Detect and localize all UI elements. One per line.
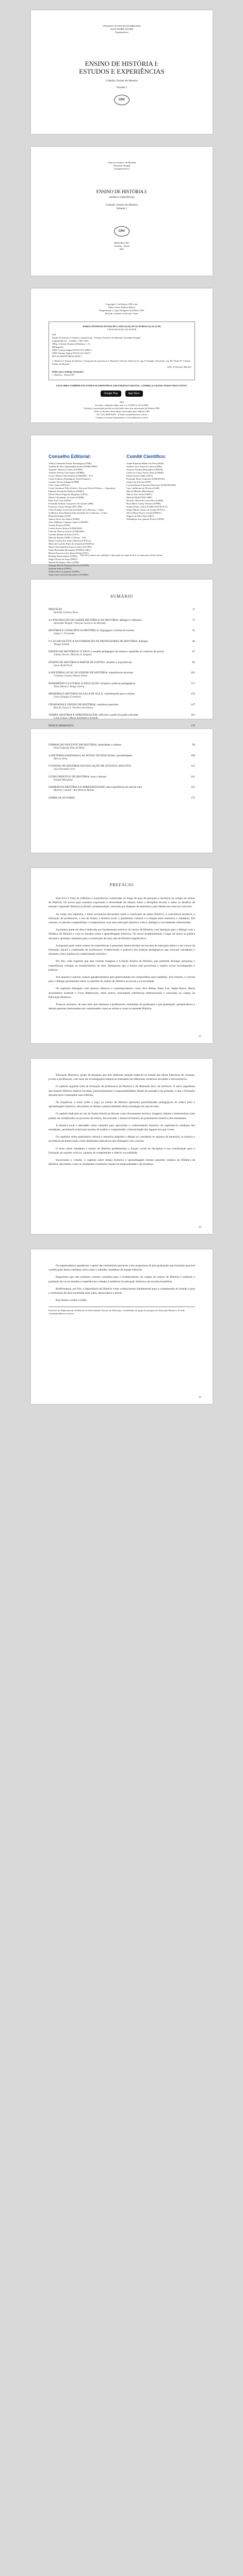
volume-label: Volume 1 [116,86,127,89]
page-title [31,147,213,276]
board-member: Solange Helena Ximenes-Rocha (UFOPA) [48,564,89,567]
paragraph: Trata-se, portanto, de uma obra que interessa a professores, estudantes de graduação e pós-graduação, pesquisadores e demais pessoas interessadas em compreender como se ensina e como se aprende História. [48,1003,195,1011]
page-copyright [31,289,213,422]
toc-entry-page: 11 [192,608,195,611]
app-store-row [48,391,195,397]
collection-name: Coleção: Ensino de História [106,79,138,82]
cip-line: Ensino de história I: estudos e experiências / Vênicius Juvêncio de Miranda, Alexandre Knapik [52,336,141,339]
preface-text [48,1073,195,1166]
board-member: Luciana Rosar Fornazari Klanovicz (UNICENTRO) [126,484,176,486]
rights-block [48,401,195,419]
page-preface [31,868,213,1043]
board-member: Antônio Jose Teixeira Guerra (UFRJ) [126,465,162,468]
board-member: Michael Hall (UNICAMP) [126,496,152,499]
cip-box [48,321,195,380]
toc-entry-page: 99 [192,743,195,747]
board-member: Maria Lília Imbiriba Sousa Colares (UFOPA) [48,546,92,548]
board-member: Rosa Maria Godoy Silveira (UFPB) [126,502,161,505]
paragraph: Educação Histórica, grupo de pesquisa que tem dedicado atenção especial ao estudo das ideias históricas de crianças, jovens e professores, com base em investigações empíricas realizadas em diferentes contextos escolares e universitários. [48,1074,195,1081]
board-member: Fernando Pinto Cerqueira (UNIOESTE) [126,478,165,480]
board-member: Sérgio Murilo Santos de Araújo (UFCG) [126,509,165,511]
board-member: Sydione Santos (UEPG) [48,567,72,570]
toc-entry[interactable] [48,640,195,643]
board-member: Aldira Guimarães Duarte Domínguez (UNB) [48,462,91,465]
toc-list [48,608,195,735]
toc-entry-title: SOBRE OS AUTORES [48,796,75,800]
board-columns [48,454,195,577]
paragraph: Esperamos que este primeiro volume contribua para o fortalecimento do campo do ensino de História e estimule a produção de novos estudos e experiências voltados à melhoria da educação histórica nas escolas brasileiras. [48,1276,195,1283]
editor-line: Editor-chefe: Railson Moura [108,306,135,309]
board-member: Fernando Antônio Gonçalves Alcoforado (IPB) [48,502,94,505]
cip-line: ISBN Volume Digital 978-65-251-2010-7 [52,352,91,354]
toc-entry-title: CIDADANIA E ENSINO DE HISTÓRIA: caminhos possíveis [48,703,119,706]
board-member: Luiz Guilherme de Oliveira (UnB) [126,487,159,489]
index-line: 1. História – Ensino 907 [52,374,75,376]
title-block [48,189,195,211]
design-line: Diagramação e Capa: Designers da Editora CRV [99,309,144,312]
board-member: Marcel Mendes (Mackenzie) [126,490,154,493]
board-member: Simone Rodrigues Pinto (UNB) [48,561,79,564]
board-member: Celso Conti (UFSCar) [48,484,70,486]
page-summary-continued [31,729,213,853]
publisher-name: EDITORA CRV [114,242,129,244]
paragraph: Este livro é fruto de reflexões e experiências construídas ao longo de anos de pesquisa e docência no campo do ensino de História. Os textos aqui reunidos expressam a diversidade de olhares sobre a disciplina escolar e sobre os desafios de ensinar e aprender História no Brasil contemporâneo, marcado por disputas de memória e pelo debate em torno do currículo. [48,897,195,909]
book-subtitle: estudos e experiências [109,196,135,199]
copyright-line: Copyright © da Editora CRV Ltda. [105,303,138,306]
board-member: Jailson Alves dos Santos (UFRJ) [48,518,80,520]
toc-entry-author: Ronaldo Cardoso Alves [54,612,78,614]
toc-entry[interactable] [48,650,195,654]
toc-entry-title: ENSINO DE HISTÓRIA A PARTIR DE FONTES: desafios e experiências [48,660,132,664]
toc-entry-title: PATRIMÔNIO CULTURAL E EDUCAÇÃO: relações e práticas pedagógicas [48,682,136,685]
toc-entry[interactable] [48,743,195,747]
toc-entry-page: 121 [190,765,195,768]
toc-entry-page: 147 [190,703,195,706]
toc-entry-title: NARRATIVA HISTÓRICA E APRENDIZAGEM: uma experiência em sala de aula [48,786,142,789]
toc-entry[interactable] [48,608,195,612]
board-member: Marcelo Paixão (UFRJ e UTexas – US) [48,536,86,539]
cip-subtitle: CATALOGAÇÃO NA FONTE [107,328,137,331]
toc-entry[interactable] [48,724,195,728]
board-member: Renato Francisco dos Santos Paula (UFG) [48,552,89,554]
toc-entry-author: Cristiano Gustavo Biazzo Simon [54,675,88,677]
book-title-line: ENSINO DE HISTÓRIA I: [85,60,159,67]
toc-entry[interactable] [48,692,195,696]
contact-line: Tel.: (41) 3039-6418 – E-mail: sac@editoracrv.com.br [96,413,147,416]
toc-entry-page: 109 [190,754,195,757]
board-member: Jorge Luís Ferreira (UFF) [126,481,151,483]
toc-entry-author: Marcos Silva [54,757,68,760]
toc-entry-page: 83 [192,660,195,664]
digital-notice: ESTA OBRA TAMBÉM ENCONTRA-SE DISPONÍVEL EM FORMATO DIGITAL. CONHEÇA E BAIXE NOSSO APLICATIVO! [56,384,187,387]
cip-classification: CDU 37.016:94 CDD 907 [167,366,191,368]
board-member: Carlos Federico Dominguez Avila (Unieuro) [48,478,91,480]
board-member: Guillermo Arias Beatón (Universidade de La Havana – Cuba) [48,512,107,514]
toc-entry[interactable] [48,629,195,633]
author-role: (Organizadores) [114,167,129,170]
board-member: Cesar Gerónimo Tello (Univer .Nacional Três de Febrero – Argentina) [48,487,116,489]
paragraph: Os capítulos sobre patrimônio cultural e memória ampliam o debate ao considerar os espaços de memória, os museus e as práticas de preservação como dimensões educativas que dialogam com a escola. [48,1136,195,1143]
toc-entry-author: Carla Gomes / Maria Auxiliadora Schmidt [54,717,98,720]
toc-entry[interactable] [48,619,195,622]
board-member: Carlos Alberto Vilar Estêvão (UMINHO – PT) [48,474,93,477]
toc-entry-author: Paulo Eduardo Dias de Mello [54,747,85,750]
toc-entry[interactable] [48,682,195,686]
board-member: Francisco Carlos Duarte (PUC-PR) [48,505,82,508]
authors-block [48,161,195,171]
board-member: Carmen Tereza Velanga (UNIR) [48,481,79,483]
paragraph: Os capítulos dialogam com autores clássicos e contemporâneos, como Jörn Rüsen, Peter Lee, Isabel Barca, Maria Auxiliadora Schmidt e Circe Bittencourt, entre outros, articulando referências internacionais e nacionais no campo da Educação Histórica. [48,987,195,999]
cip-line: E59 [52,333,56,336]
toc-entry-author: Geyso Dongley Germinari [54,696,82,699]
book-title: ENSINO DE HISTÓRIA I: [96,189,148,194]
cip-line: 188 p. (Coleção Ensino de História, v. 1) [52,343,90,345]
toc-entry-page: 155 [190,786,195,789]
page-number: 13 [199,1396,201,1399]
toc-entry-page: 17 [192,618,195,622]
book-title-line: ESTUDOS E EXPERIÊNCIAS [79,67,165,75]
board-member: Lourdes Helena da Silva (UFV) [48,533,79,536]
toc-entry-title: ÍNDICE REMISSIVO [48,724,74,727]
app-store-badge[interactable]: App Store [125,391,143,397]
board-member: Tadeu Oliver Gonçalves (UFPA) [48,570,80,573]
doi-line: DOI 10.24824/978652512010.7 [52,355,82,358]
toc-entry-title: LIVRO DIDÁTICO DE HISTÓRIA: usos e leituras [48,775,107,778]
board-member: Gloria Fariñas León (Universidade de La Havana – Cuba) [48,509,104,511]
preface-text [48,1264,195,1302]
board-member: Lídia de Oliveira Xavier (UNIEURO) [48,530,85,533]
board-member: Sérgio Nunes de Jesus (IFRO) [48,558,77,561]
board-member: Elizeu Clementino de Souza (UNEB) [48,496,84,499]
board-member: Carlos de Castro Neves Neto (UNESP) [126,471,164,474]
page-preface-3 [31,1249,213,1404]
board-member: Rodrigo Pratte-Santos (UFES) [48,555,78,557]
author-name: Vênicius Juvêncio de Miranda [107,161,136,164]
toc-entry[interactable] [48,714,195,717]
paragraph: A primeira parte da obra é dedicada aos fundamentos teóricos do ensino de História, com destaque para o diálogo com a Didática da História e com os estudos sobre a aprendizagem histórica. Os textos problematizam o lugar da teoria na prática docente e apontam caminhos para a construção de uma aula de História significativa. [48,928,195,940]
toc-entry-page: 101 [190,671,195,674]
board-member: Andréia da Silva Quintanilha Sousa (UNIR/UFRN) [48,465,98,468]
preface-text [48,896,195,1011]
toc-entry[interactable] [48,671,195,675]
toc-entry-title: MEMÓRIA E HISTÓRIA NA SALA DE AULA: contribuições para o ensino [48,692,135,696]
site-line: Conheça os nossos lançamentos: www.editoracrv.com.br [95,416,149,419]
page-half-title [31,10,213,134]
toc-entry-page: 49 [192,639,195,643]
toc-entry[interactable] [48,796,195,800]
credits-block [48,303,195,315]
toc-entry[interactable] [48,754,195,758]
toc-entry[interactable] [48,661,195,665]
toc-entry-title: O ENSINO DE HISTÓRIA NA EDUCAÇÃO DE JOVENS E ADULTOS [48,765,132,768]
toc-entry-title: O LUGAR DA ÉTICA NA FORMAÇÃO DE PROFESSORES DE HISTÓRIA: diálogos [48,639,148,643]
review-line: Revisão: Analista de Escrita e Artes [105,312,139,315]
page-preface-2 [31,1059,213,1234]
publisher-city: Curitiba – Brasil [114,245,129,247]
board-member: Anselmo Alencar Colares (UFOPA) [48,468,83,471]
toc-entry-title: FORMAÇÃO DOCENTE EM HISTÓRIA: identidades e saberes [48,743,122,747]
title-block [48,60,195,90]
board-member: Antônio Pereira Gaio Júnior (UFRRJ) [48,471,85,474]
paragraph: A história local é abordada como caminho para aproximar o conhecimento histórico da experiência cotidiana dos estudantes, permitindo relacionar escalas de análise e compreender a historicidade dos lugares em que vivem. [48,1124,195,1132]
author-name: VENICIUS JUVENCIO DE MIRANDA [103,25,141,27]
board-member: Tania Suely Azevedo Brasileiro (UFOPA) [48,573,89,576]
toc-entry-page: 67 [192,650,195,653]
paragraph: O capítulo dedicado ao uso de fontes históricas discute como documentos escritos, imagens, objetos e testemunhos orais podem ser mobilizados no processo de ensino, favorecendo o desenvolvimento do pensamento histórico dos estudantes. [48,1112,195,1120]
toc-entry-title: ENSINO DE HISTÓRIA E O JOGO: o sentido pedagógico de ensinar e aprender no contexto da escola [48,650,164,653]
board-member: Josania Portela (UFPI) [48,524,70,527]
board-member: Wagner da Silva Dias (UEG) [126,515,154,517]
toc-entry-author: Luis Fernando Cerri [54,768,75,771]
toc-entry[interactable] [48,786,195,789]
board-member: Sandro Dutra e Silva (UNIEVANGÉLICA) [126,505,168,508]
toc-entry-page: 31 [192,629,195,632]
google-play-badge[interactable]: Google Play [101,391,121,397]
toc-entry[interactable] [48,765,195,768]
board-member: André Eduardo Ribeiro da Silva (IFSP) [126,462,164,465]
paragraph: O capítulo seguinte trata da formação de professores de História e da dimensão ética da docência. O autor argumenta que ensinar História implica escolhas, posicionamentos e responsabilidades diante do passado e do presente, e que a formação docente deve contemplar essa reflexão. [48,1085,195,1097]
board-member: Ricardo Gilson da Costa Silva (UNIR) [126,499,164,502]
author-name: Alexandre Knapik [113,164,131,167]
board-member: Maria de Lourdes Pinto de Almeida (UNOESC) [48,543,94,545]
paragraph: Reafirmamos, por fim, a importância da História como conhecimento fundamental para a compreensão do mundo e para a construção de uma sociedade mais justa, democrática e plural. [48,1287,195,1295]
board-member: Helmuth Krüger (UCP) [48,515,71,517]
toc-entry-author: Kazumi Munakata [54,778,73,782]
page-number: 12 [199,1226,201,1229]
toc-list [48,743,195,800]
board-member: João Adalberto Campato Junior (UNESP) [48,521,88,523]
collection-name: Coleção: Ensino de História [106,204,138,207]
index-title: Índice para catálogo sistemático [52,370,84,373]
paragraph: A segunda parte reúne relatos de experiências e pesquisas desenvolvidas em escolas de educação básica e em cursos de formação inicial e continuada de professores, evidenciando a potência das práticas pedagógicas que colocam estudantes e docentes como sujeitos do conhecimento histórico. [48,944,195,956]
toc-entry-author: Rita de Cássia G. Pacheco dos Santos [54,706,93,709]
page-summary [31,580,213,727]
board-member: Elione Maria Nogueira Diogenes (UFAL) [48,493,88,496]
toc-entry-page: 117 [191,682,195,685]
footnote: Professor do Departamento de História da Universidade. Doutor em Educação. Coordenador do grupo de pesquisa em Educação Histórica. E-mail: contato@editoracrv.com.br [48,1307,195,1315]
toc-entry-page: 175 [190,796,195,800]
cip-line: ISBN Coleção Digital 978-65-251-2008-4 [52,349,92,351]
publisher-logo-icon: CRV [114,95,129,105]
board-member: Wellington Jose Quirino Ferraz (UFPA) [126,518,165,520]
publisher-year: 2021 [119,248,124,250]
toc-entry[interactable] [48,703,195,707]
board-member: Maria Cristina dos Santos Bezerra (UFSCar) [48,539,91,542]
cip-line: (organizadores) – Curitiba : CRV, 2021. [52,340,89,342]
legal-deposit: Foi feito o depósito legal conf. Lei 10.994 de 14/12/2004 [95,404,149,406]
cip-line: Bibliografia [52,346,63,348]
board-member: Leonel Severo Rocha (UNISINOS) [48,527,83,530]
publisher-logo-icon: CRV [114,226,129,236]
author-role: Organizadores [115,31,129,33]
board-member: Eduardo Fernandes Barbosa (UFMG) [48,490,85,493]
toc-entry-author: Sérgio C. Fernandes [54,633,75,635]
prohibition-notice: Proibida a reprodução parcial ou total desta obra sem autorização da Editora CRV [84,407,160,410]
editorial-council-title: Conselho Editorial: [48,454,91,459]
toc-entry[interactable] [48,775,195,779]
toc-entry-author: Tânia Maria F. Braga Garcia [54,685,85,688]
scientific-committee-column [126,454,195,577]
paragraph: Aos autores e autoras, nossos agradecimentos pela generosidade em compartilhar seus trabalhos. Aos leitores, o convite para o diálogo permanente sobre os sentidos do ensino de História na escola e na sociedade. [48,976,195,984]
paragraph: Na sequência, o texto sobre o jogo no ensino de História apresenta possibilidades pedagógicas do lúdico para a aprendizagem histórica, discutindo os limites e potencialidades dessa estratégia em sala de aula. [48,1101,195,1109]
toc-entry-page: 161 [190,714,195,717]
board-member: Antonio Nivaldo Hespanhol (UNESP) [126,468,163,471]
publisher-block [48,242,195,251]
toc-entry-title: TEMPO, HISTÓRIA E APRENDIZAGEM: reflexões a partir da prática docente [48,714,138,717]
rights-reserved: Todos os direitos desta edição reservados pela: Editora CRV [93,410,150,413]
toc-entry-author: Alexandre Knapik / Vênicius Juvêncio de Miranda [54,622,106,625]
authors-block [48,25,195,34]
toc-entry-page: 141 [190,775,195,778]
paragraph: Ao longo dos capítulos, o leitor encontrará discussões sobre a construção do saber histórico, a consciência histórica, a formação de professores, o uso de fontes, a história local, o patrimônio cultural e a relação entre memória e cidadania. Em comum, os autores compartilham o compromisso com uma educação histórica crítica, dialógica e socialmente referenciada. [48,912,195,925]
paragraph: Por fim, cabe registrar que este volume inaugura a Coleção Ensino de História, que pretende divulgar pesquisas e experiências voltadas ao fortalecimento da área. Desejamos que a leitura seja proveitosa e inspire novas investigações e práticas. [48,960,195,972]
summary-title: SUMÁRIO [110,594,133,599]
toc-entry-title: A HISTÓRIA ENSINADA E AS NOVAS TECNOLOGIAS: possibilidades [48,754,133,757]
page-number: 11 [199,1036,201,1038]
cip-subjects: 1. História 2. Ensino de história 3. Formação de professores I. Miranda, Vênicius Juvêncio de. org. II. Knapik, Alexandre. org. III. Título IV. Coleção Ensino de História [52,360,191,365]
volume-label: Volume 1 [116,207,127,210]
board-member: Paulo Romualdo Hernandes (UNIFAL-MG) [48,549,91,551]
editorial-council-column [48,454,117,577]
paragraph: Encerrando o volume, o capítulo sobre tempo histórico e aprendizagem retoma questões centrais da Didática da História, discutindo como os estudantes constroem noções de temporalidade e de mudança. [48,1159,195,1166]
toc-entry-author: Lucas Pydd Nechi [54,664,73,667]
cip-title: DADOS INTERNACIONAIS DE CATALOGAÇÃO NA PUBLICAÇÃO (CIP) [83,325,161,328]
toc-entry-page: 179 [190,724,195,727]
author-name: ALEXANDRE KNAPIK [110,28,134,30]
board-member: Marcio Jose Ornat (UEPG) [126,493,153,496]
paragraph: Os organizadores agradecem o apoio das instituições parceiras e dos programas de pós-graduação que tornaram possível a publicação desta coletânea, bem como o trabalho cuidadoso da equipe editorial. [48,1264,195,1272]
toc-entry-title: PREFÁCIO [48,608,62,611]
toc-entry-author: Juliana Vecchi / Marcelo A. Sampaio [54,654,92,656]
paragraph: Boa leitura a todos e todas. [56,1299,87,1302]
toc-entry-author: Thiago Schmitt [54,643,70,646]
toc-entry-title: HISTÓRIA E CONSCIÊNCIA HISTÓRICA: linguagens e formas de ensinar [48,629,135,632]
toc-entry-title: A HISTÓRIA LOCAL NO ENSINO DE HISTÓRIA: experiências docentes [48,671,134,674]
rights-year: 2021 [119,401,124,403]
paragraph: O texto sobre cidadania e ensino de História problematiza a função social da disciplina e sua contribuição para a formação de sujeitos críticos, capazes de compreender e intervir na realidade. [48,1147,195,1155]
page-editorial-board [31,435,213,576]
toc-entry-author: Marlene Cainelli / Ana Heloisa Molina [54,789,94,792]
toc-entry-title: A CONSTRUÇÃO DO SABER HISTÓRICO NA HISTÓRIA: diálogos e reflexões [48,618,142,622]
toc-entry-page: 133 [190,692,195,696]
board-member: Silvia Maria Fávero Arend (UDESC) [126,512,162,514]
scientific-committee-title: Comitê Científico: [126,454,167,459]
preface-title: PREFÁCIO [109,883,134,887]
review-notice: Este livro passou por avaliação e aprovação às cegas de dois ou mais pareceristas ad hoc. [80,554,164,556]
board-member: Élsio José Corá (UFFS) [48,499,71,502]
board-member: Edson Soares Fialho (UFV) [126,474,153,477]
